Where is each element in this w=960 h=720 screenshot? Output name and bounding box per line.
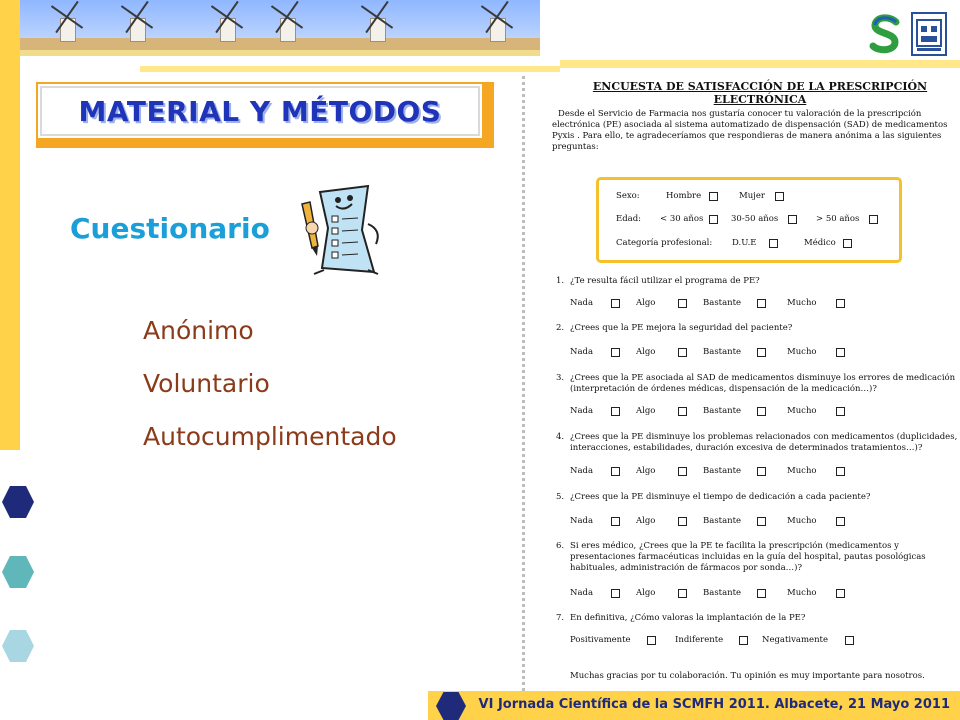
header-rule <box>560 60 960 68</box>
checkbox-hombre[interactable] <box>709 192 718 201</box>
question-text: presentaciones farmacéuticas incluidas en la guía del hospital, pautas posológicas <box>570 552 926 562</box>
age-label: Edad: <box>616 214 642 224</box>
option-negativamente: Negativamente <box>762 635 828 645</box>
scale-checkbox[interactable] <box>611 467 620 476</box>
question-number: 4. <box>556 432 565 442</box>
header-banner-image <box>20 0 540 50</box>
option-due: D.U.E <box>732 238 757 248</box>
scale-option-label: Bastante <box>703 347 742 357</box>
scale-option-label: Nada <box>570 466 594 476</box>
hospital-logo-icon <box>911 12 947 56</box>
option-hombre: Hombre <box>666 191 702 201</box>
scale-option-label: Bastante <box>703 588 742 598</box>
scale-option-label: Algo <box>636 347 656 357</box>
scale-checkbox[interactable] <box>611 589 620 598</box>
question-number: 7. <box>556 613 565 623</box>
scale-checkbox[interactable] <box>678 407 687 416</box>
checkbox-indiferente[interactable] <box>739 636 748 645</box>
scale-checkbox[interactable] <box>611 517 620 526</box>
scale-option-label: Bastante <box>703 466 742 476</box>
option-medico: Médico <box>804 238 836 248</box>
scale-checkbox[interactable] <box>611 348 620 357</box>
scale-checkbox[interactable] <box>611 407 620 416</box>
scale-option-label: Mucho <box>787 406 817 416</box>
scale-checkbox[interactable] <box>836 348 845 357</box>
survey-intro-line: electrónica (PE) asociada al sistema automatizado de dispensación (SAD) de medicamentos <box>552 120 948 130</box>
scale-checkbox[interactable] <box>836 299 845 308</box>
windmill-blades-icon <box>358 0 396 36</box>
scale-option-label: Nada <box>570 588 594 598</box>
windmill-blades-icon <box>478 0 516 36</box>
title-accent-bar <box>484 82 494 140</box>
scale-checkbox[interactable] <box>678 589 687 598</box>
questionnaire-clipart-icon <box>282 184 392 276</box>
scale-option-label: Mucho <box>787 298 817 308</box>
option-positivamente: Positivamente <box>570 635 631 645</box>
scale-option-label: Algo <box>636 466 656 476</box>
checkbox-negativamente[interactable] <box>845 636 854 645</box>
question-number: 3. <box>556 373 565 383</box>
scale-option-label: Mucho <box>787 516 817 526</box>
scale-option-label: Algo <box>636 516 656 526</box>
survey-title: ENCUESTA DE SATISFACCIÓN DE LA PRESCRIPCIÓN ELECTRÓNICA <box>592 80 928 106</box>
question-text: ¿Crees que la PE mejora la seguridad del paciente? <box>570 323 793 333</box>
survey-intro-line: Desde el Servicio de Farmacia nos gustaría conocer tu valoración de la prescripción <box>558 109 922 119</box>
survey-intro-line: preguntas: <box>552 142 599 152</box>
windmill-blades-icon <box>48 0 86 36</box>
scale-checkbox[interactable] <box>836 589 845 598</box>
scale-option-label: Bastante <box>703 406 742 416</box>
scale-checkbox[interactable] <box>757 407 766 416</box>
scale-option-label: Algo <box>636 298 656 308</box>
option-age-3: > 50 años <box>816 214 860 224</box>
scale-option-label: Algo <box>636 588 656 598</box>
question-text: Si eres médico, ¿Crees que la PE te facilita la prescripción (medicamentos y <box>570 541 899 551</box>
scale-checkbox[interactable] <box>836 517 845 526</box>
option-indiferente: Indiferente <box>675 635 724 645</box>
survey-intro-line: Pyxis . Para ello, te agradeceríamos que respondieras de manera anónima a las siguientes <box>552 131 942 141</box>
scale-option-label: Nada <box>570 406 594 416</box>
question-number: 1. <box>556 276 565 286</box>
question-text: habituales, administración de fármacos por sonda…)? <box>570 563 803 573</box>
scale-checkbox[interactable] <box>757 299 766 308</box>
scale-checkbox[interactable] <box>757 348 766 357</box>
question-number: 6. <box>556 541 565 551</box>
scale-checkbox[interactable] <box>836 467 845 476</box>
scale-option-label: Bastante <box>703 516 742 526</box>
slide-title: MATERIAL Y MÉTODOS <box>78 94 442 128</box>
question-text: interacciones, estabilidades, duración excesiva de determinados tratamientos…)? <box>570 443 923 453</box>
category-label: Categoría profesional: <box>616 238 713 248</box>
option-mujer: Mujer <box>739 191 765 201</box>
question-number: 2. <box>556 323 565 333</box>
scale-checkbox[interactable] <box>611 299 620 308</box>
bullet-item: Anónimo <box>143 316 254 345</box>
sex-label: Sexo: <box>616 191 640 201</box>
question-text: ¿Te resulta fácil utilizar el programa de PE? <box>570 276 760 286</box>
question-number: 5. <box>556 492 565 502</box>
scale-checkbox[interactable] <box>757 589 766 598</box>
bullet-item: Voluntario <box>143 369 270 398</box>
header-rule <box>140 66 560 72</box>
scale-option-label: Nada <box>570 347 594 357</box>
bullet-item: Autocumplimentado <box>143 422 397 451</box>
question-text: ¿Crees que la PE asociada al SAD de medicamentos disminuye los errores de medicación <box>570 373 956 383</box>
scale-checkbox[interactable] <box>678 299 687 308</box>
checkbox-positivamente[interactable] <box>647 636 656 645</box>
checkbox-age-1[interactable] <box>709 215 718 224</box>
scale-option-label: Nada <box>570 516 594 526</box>
question-text: (interpretación de órdenes médicas, dispensación de la medicación…)? <box>570 384 877 394</box>
scale-checkbox[interactable] <box>678 517 687 526</box>
survey-closing: Muchas gracias por tu colaboración. Tu opinión es muy importante para nosotros. <box>570 671 925 681</box>
scale-checkbox[interactable] <box>757 467 766 476</box>
banner-strip <box>20 50 540 56</box>
windmill-blades-icon <box>268 0 306 36</box>
scale-checkbox[interactable] <box>678 348 687 357</box>
scale-option-label: Mucho <box>787 347 817 357</box>
checkbox-due[interactable] <box>769 239 778 248</box>
checkbox-age-3[interactable] <box>869 215 878 224</box>
scale-option-label: Mucho <box>787 588 817 598</box>
question-text: En definitiva, ¿Cómo valoras la implantación de la PE? <box>570 613 806 623</box>
scale-option-label: Mucho <box>787 466 817 476</box>
question-text: ¿Crees que la PE disminuye el tiempo de dedicación a cada paciente? <box>570 492 871 502</box>
option-age-1: < 30 años <box>660 214 704 224</box>
question-text: ¿Crees que la PE disminuye los problemas relacionados con medicamentos (duplicidades, <box>570 432 958 442</box>
title-accent-bar <box>36 140 494 148</box>
checkbox-medico[interactable] <box>843 239 852 248</box>
health-service-logo-icon <box>868 14 902 54</box>
scale-option-label: Algo <box>636 406 656 416</box>
option-age-2: 30-50 años <box>731 214 779 224</box>
title-box <box>36 82 484 140</box>
scale-option-label: Bastante <box>703 298 742 308</box>
windmill-blades-icon <box>118 0 156 36</box>
checkbox-mujer[interactable] <box>775 192 784 201</box>
subtitle: Cuestionario <box>70 212 270 245</box>
scale-checkbox[interactable] <box>836 407 845 416</box>
title-inner-frame <box>40 86 480 136</box>
windmill-blades-icon <box>208 0 246 36</box>
footer-text: VI Jornada Científica de la SCMFH 2011. Albacete, 21 Mayo 2011 <box>478 697 950 712</box>
survey-page-edge <box>522 76 525 696</box>
scale-option-label: Nada <box>570 298 594 308</box>
scale-checkbox[interactable] <box>757 517 766 526</box>
scale-checkbox[interactable] <box>678 467 687 476</box>
checkbox-age-2[interactable] <box>788 215 797 224</box>
